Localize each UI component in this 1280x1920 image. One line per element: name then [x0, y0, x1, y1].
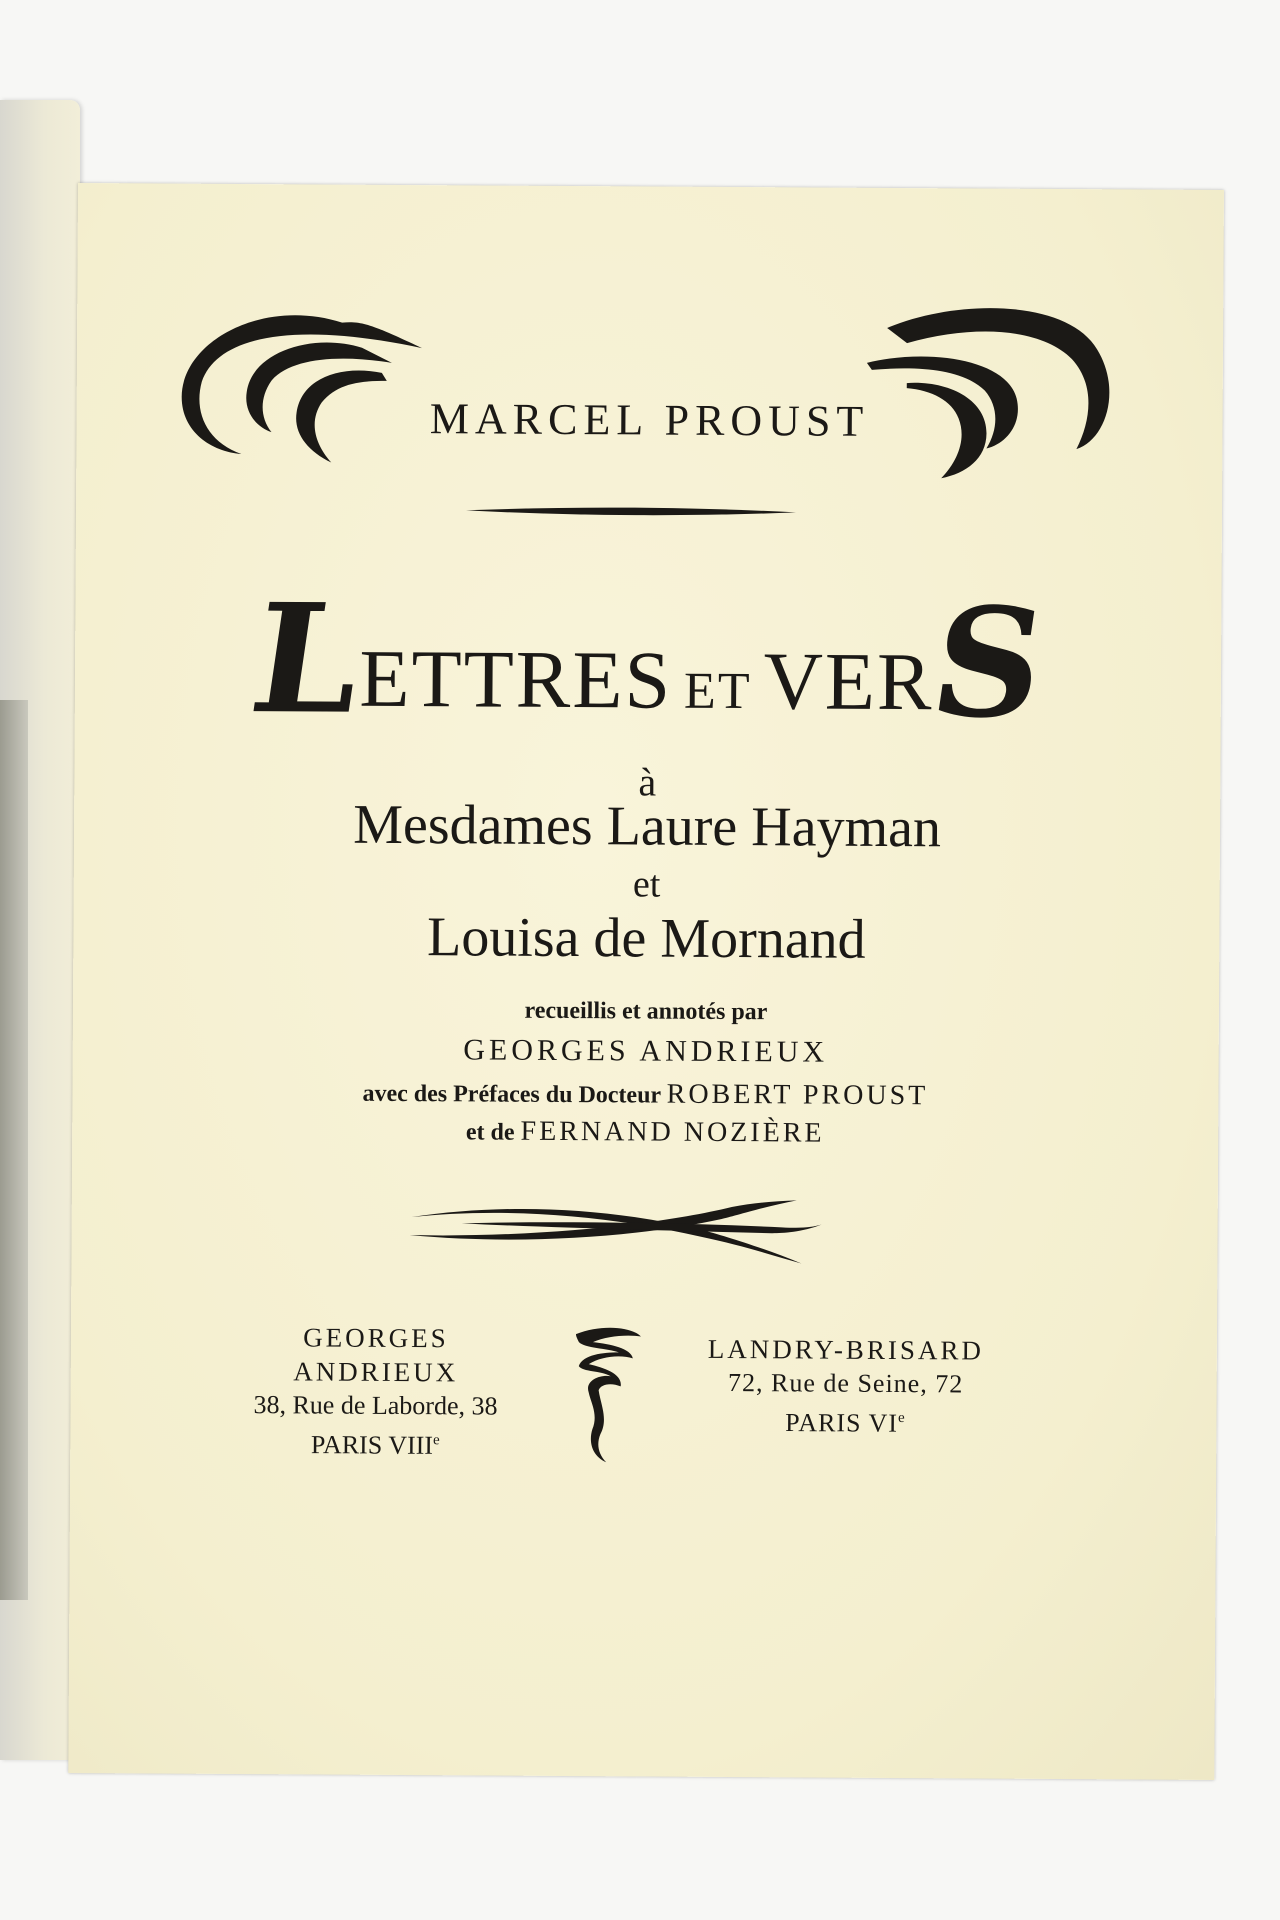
title-word-lettres: ETTRES: [359, 632, 673, 726]
publisher-right-name: LANDRY-BRISARD: [707, 1333, 984, 1366]
title-word-et: ET: [683, 662, 752, 721]
credits-second-prefix: et de: [465, 1119, 521, 1146]
title-dropcap-last: S: [920, 575, 1055, 752]
publisher-left: [220, 1320, 531, 1464]
publisher-left-address: 38, Rue de Laborde, 38: [253, 1390, 498, 1421]
publisher-right-city-sup: e: [897, 1410, 906, 1427]
right-flourish: [866, 288, 1127, 490]
credits-prefaces-name: ROBERT PROUST: [666, 1078, 929, 1112]
publisher-right-city-text: PARIS VI: [785, 1407, 899, 1438]
publisher-left-city-sup: e: [432, 1432, 440, 1449]
facing-page: [0, 100, 80, 1760]
credits-prefaces: [72, 1075, 1218, 1114]
left-flourish: [171, 302, 432, 474]
dedication-a: à: [638, 759, 657, 805]
title-rule: [466, 503, 796, 519]
publisher-mark: [570, 1324, 651, 1464]
title-page: [68, 183, 1224, 1780]
publisher-right: [670, 1332, 1021, 1442]
dedication-name-1: Mesdames Laure Hayman: [353, 793, 942, 860]
publisher-left-name: GEORGES ANDRIEUX: [293, 1322, 459, 1388]
publisher-left-city: [220, 1422, 530, 1464]
credits-second-name: FERNAND NOZIÈRE: [520, 1115, 825, 1149]
credits-prefaces-prefix: avec des Préfaces du Docteur: [362, 1080, 667, 1109]
publisher-right-city: [670, 1400, 1020, 1442]
title-dropcap-first: L: [241, 571, 373, 748]
author-name: MARCEL PROUST: [429, 394, 870, 446]
publisher-right-address: 72, Rue de Seine, 72: [728, 1367, 964, 1399]
title-word-vers: VER: [763, 635, 934, 728]
facing-plate: [0, 700, 28, 1600]
publisher-left-city-text: PARIS VIII: [310, 1430, 434, 1460]
credits-collected: recueillis et annotés par: [524, 997, 768, 1026]
dedication-et: et: [632, 863, 661, 906]
crossed-flourish: [401, 1195, 821, 1268]
credits-editor: GEORGES ANDRIEUX: [463, 1033, 829, 1069]
dedication-name-2: Louisa de Mornand: [426, 906, 866, 971]
credits-second-preface: [72, 1113, 1218, 1152]
